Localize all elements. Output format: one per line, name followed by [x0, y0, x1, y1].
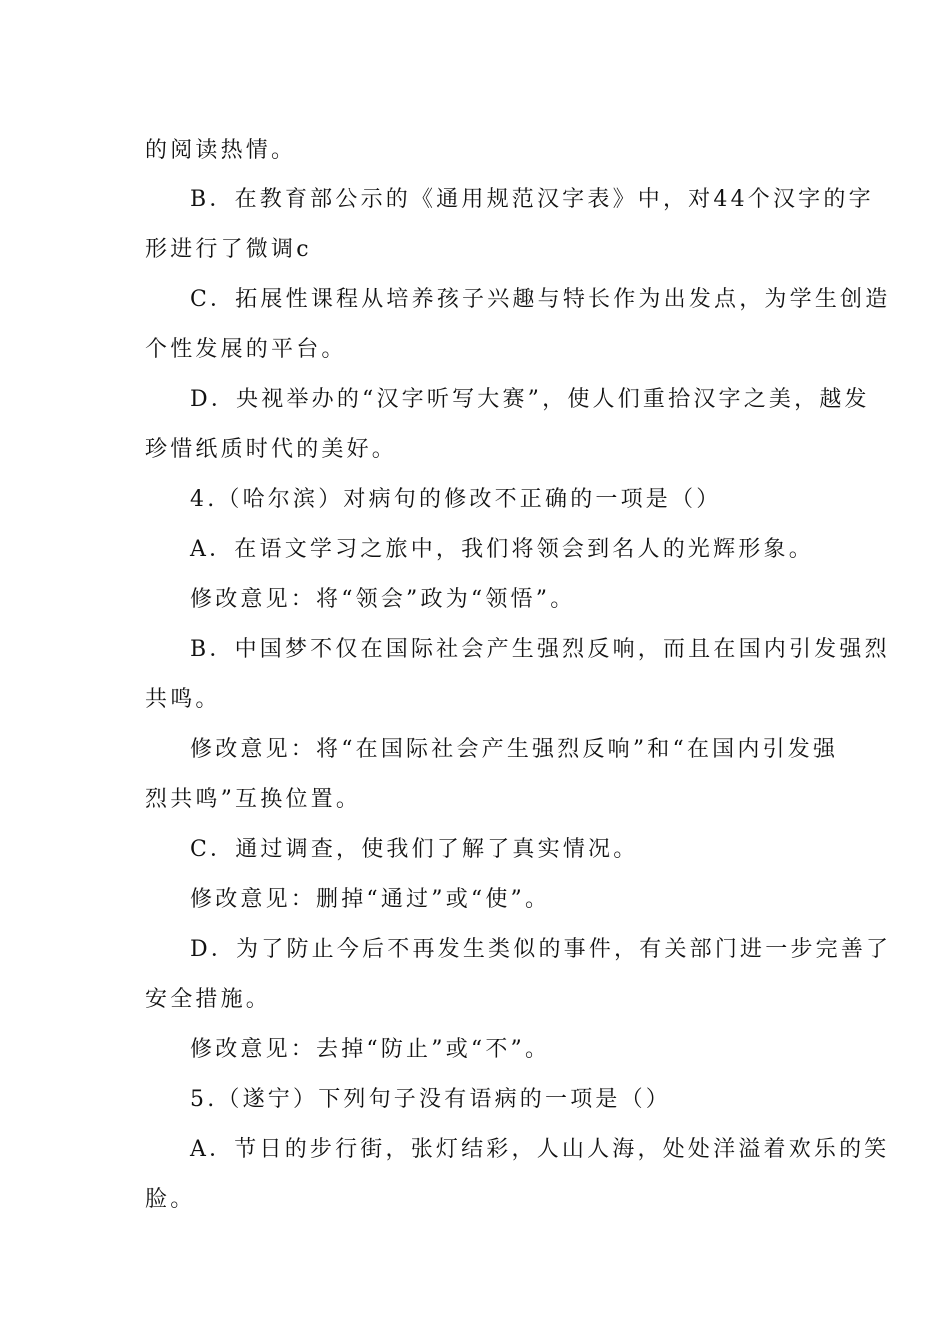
question-4-title: 4.（哈尔滨）对病句的修改不正确的一项是（）	[190, 487, 722, 512]
question-5-title: 5.（遂宁）下列句子没有语病的一项是（）	[190, 1087, 671, 1112]
text-line: 共鸣。	[145, 687, 221, 712]
text-line: 形进行了微调c	[145, 237, 312, 262]
option-b-line: B．在教育部公示的《通用规范汉字表》中，对44个汉字的字	[190, 187, 874, 212]
option-c-line: C．拓展性课程从培养孩子兴趣与特长作为出发点，为学生创造	[190, 287, 891, 312]
text-line: 的阅读热情。	[145, 138, 297, 163]
text-line: 个性发展的平台。	[145, 337, 347, 362]
option-a-line: A．在语文学习之旅中，我们将领会到名人的光辉形象。	[190, 537, 814, 562]
option-d-line: D．为了防止今后不再发生类似的事件，有关部门进一步完善了	[190, 937, 892, 962]
option-c-line: C．通过调查，使我们了解了真实情况。	[190, 837, 639, 862]
option-b-line: B．中国梦不仅在国际社会产生强烈反响，而且在国内引发强烈	[190, 637, 890, 662]
revision-note: 修改意见：将“领会”政为“领悟”。	[190, 587, 576, 612]
revision-note: 修改意见：将“在国际社会产生强烈反响”和“在国内引发强	[190, 737, 839, 762]
text-line: 珍惜纸质时代的美好。	[145, 437, 398, 462]
text-line: 脸。	[145, 1187, 196, 1212]
option-d-line: D．央视举办的“汉字听写大赛”，使人们重拾汉字之美，越发	[190, 387, 870, 412]
revision-note: 修改意见：删掉“通过”或“使”。	[190, 887, 551, 912]
revision-note: 修改意见：去掉“防止”或“不”。	[190, 1037, 551, 1062]
text-line: 烈共鸣”互换位置。	[145, 787, 362, 812]
option-a-line: A．节日的步行街，张灯结彩，人山人海，处处洋溢着欢乐的笑	[190, 1137, 890, 1162]
text-line: 安全措施。	[145, 987, 272, 1012]
